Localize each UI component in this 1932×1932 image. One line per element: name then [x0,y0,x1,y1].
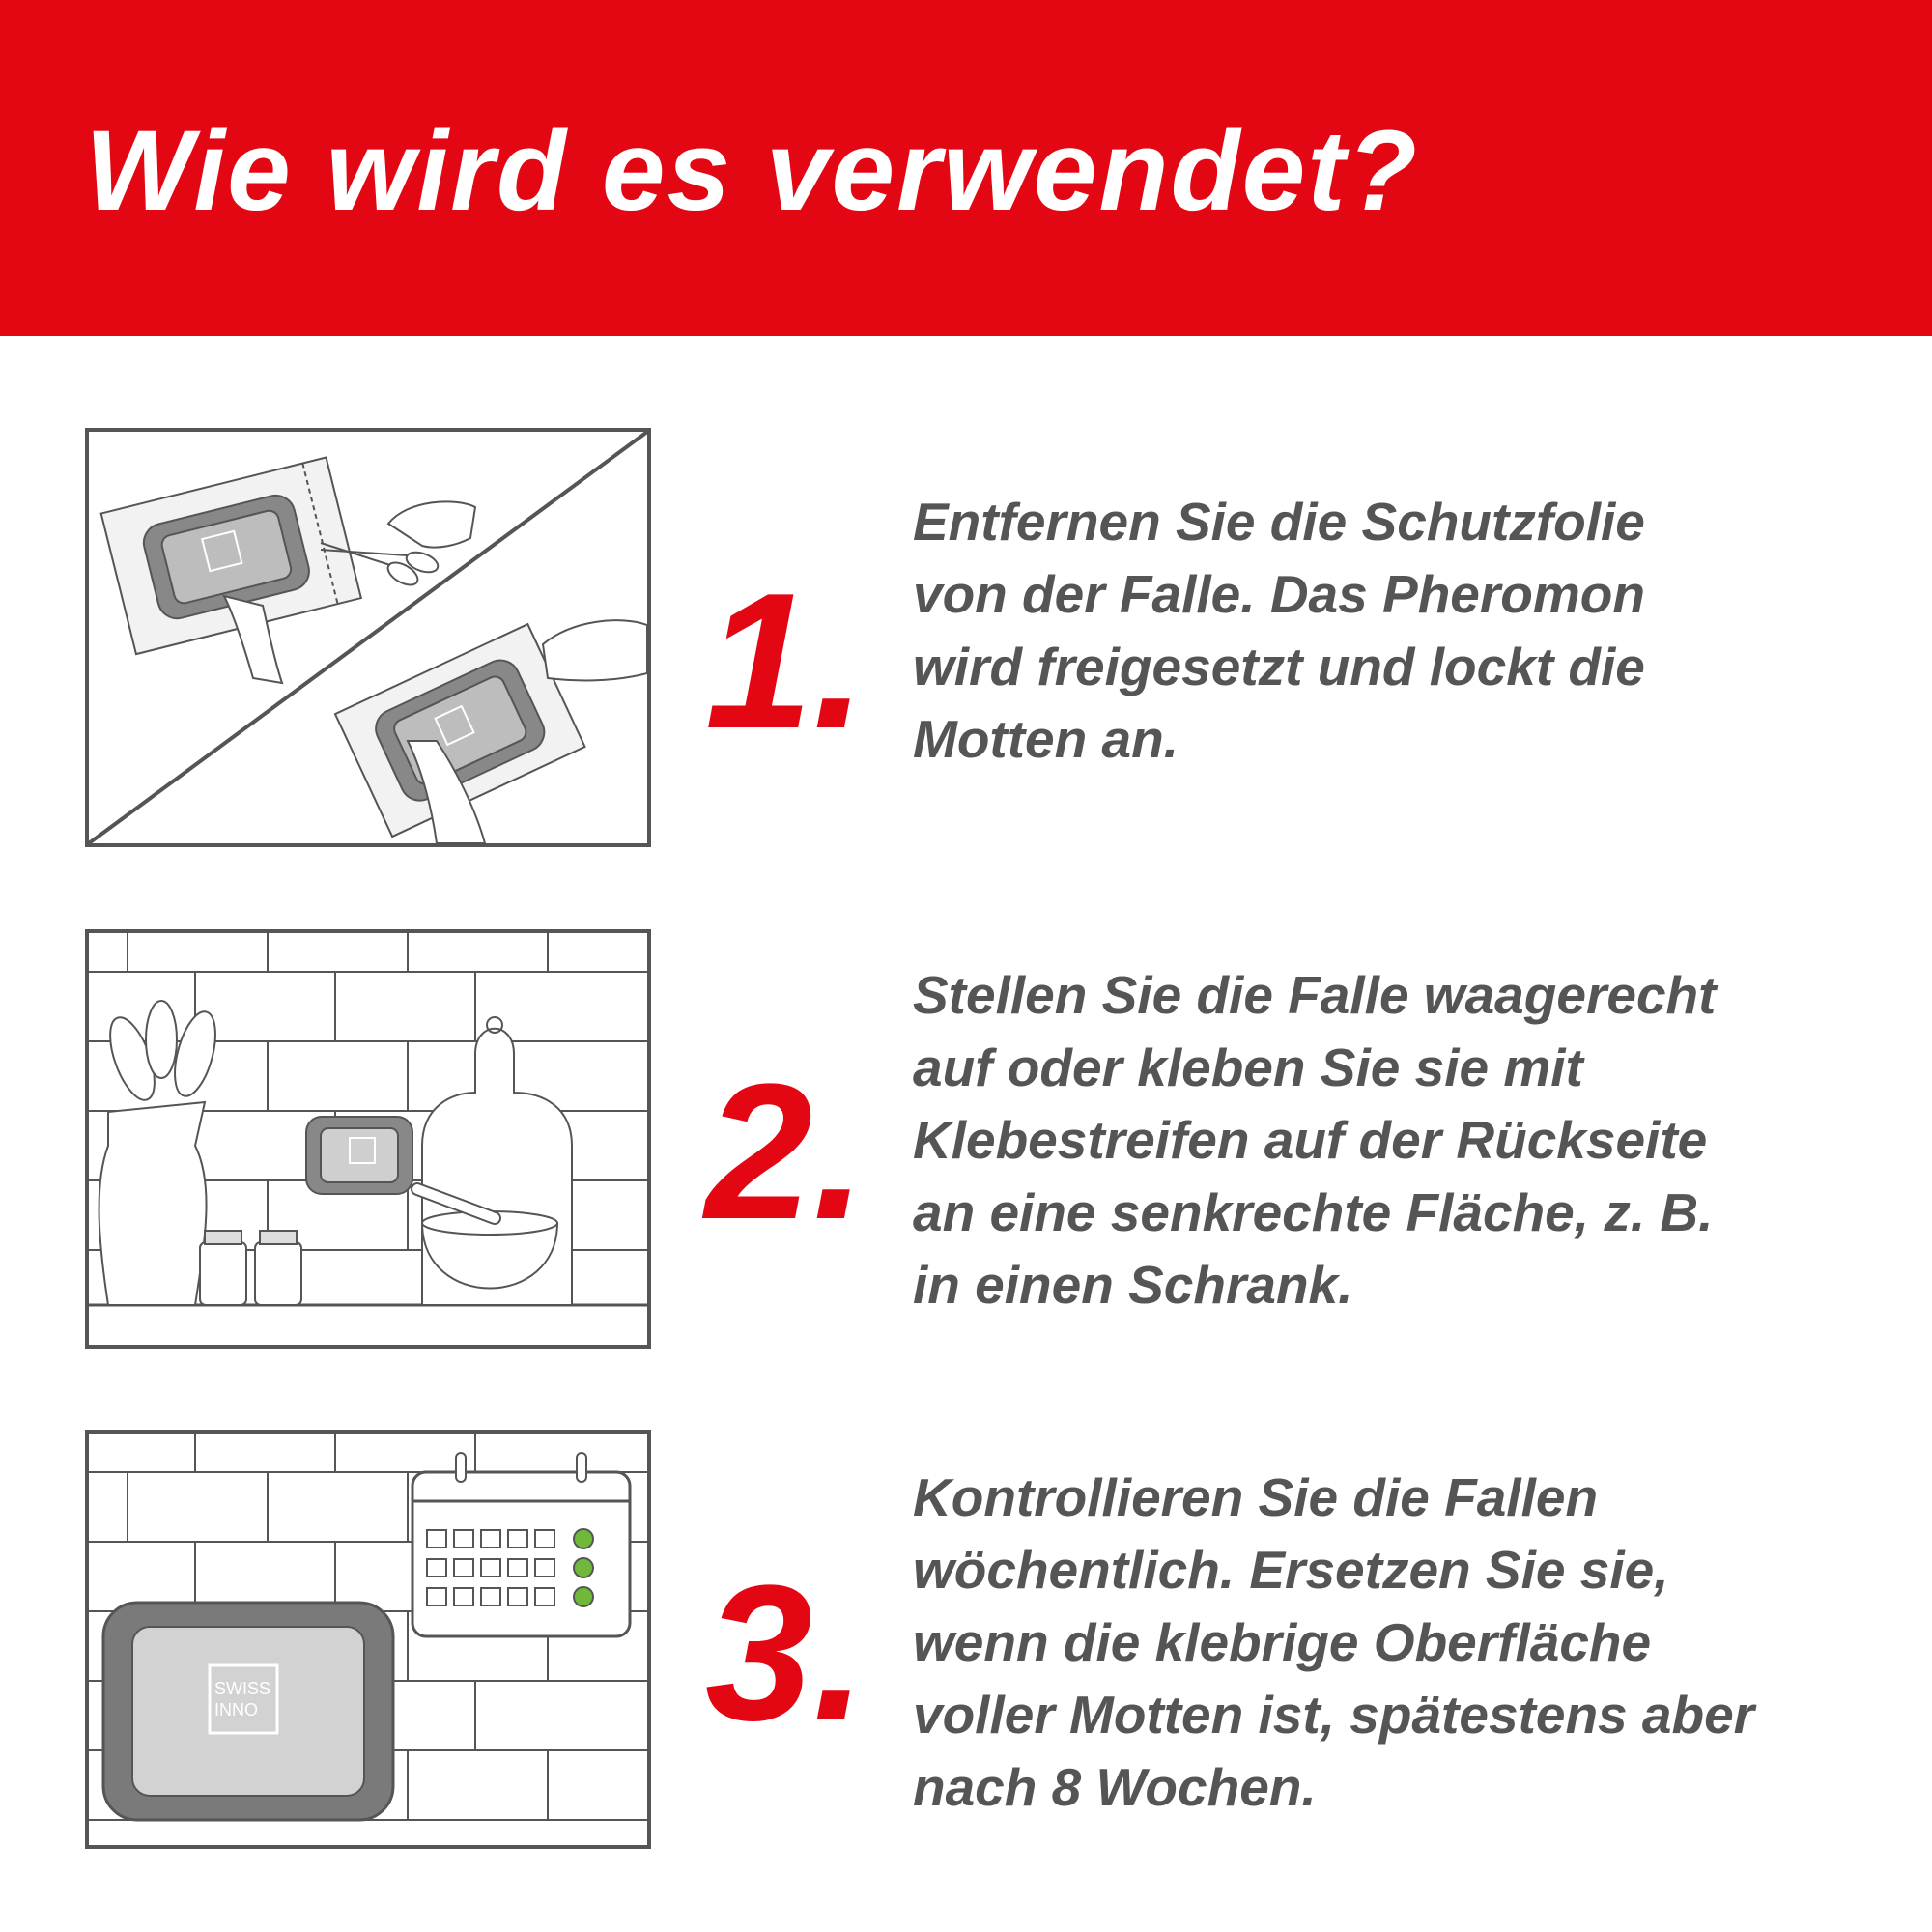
step-2-text: Stellen Sie die Falle waagerecht auf oder kleben Sie sie mit Klebestreifen auf der Rückseite an eine senkrechte Fläche, z. B. in einen Schrank. [913,965,1717,1315]
step-3-illustration [85,1430,651,1849]
logo-swiss-text: SWISS [214,1679,271,1698]
trap-and-calendar-illustration [89,1434,647,1845]
logo-inno-text: INNO [214,1700,258,1719]
open-package-scissors-illustration [89,432,647,843]
step-3-number: 3. [705,1546,867,1761]
step-2-number: 2. [705,1044,867,1260]
kitchen-shelf-trap-illustration [89,933,647,1345]
header-banner [0,0,1932,336]
step-1-number: 1. [705,554,867,769]
step-1-illustration [85,428,651,847]
step-3-text: Kontrollieren Sie die Fallen wöchentlich. Ersetzen Sie sie, wenn die klebrige Oberfläche voller Motten ist, spätestens aber nach 8 Wochen. [913,1467,1755,1817]
step-2-illustration [85,929,651,1349]
page-title: Wie wird es verwendet? [85,107,1419,235]
step-1-text: Entfernen Sie die Schutzfolie von der Falle. Das Pheromon wird freigesetzt und lockt die Motten an. [913,492,1645,769]
